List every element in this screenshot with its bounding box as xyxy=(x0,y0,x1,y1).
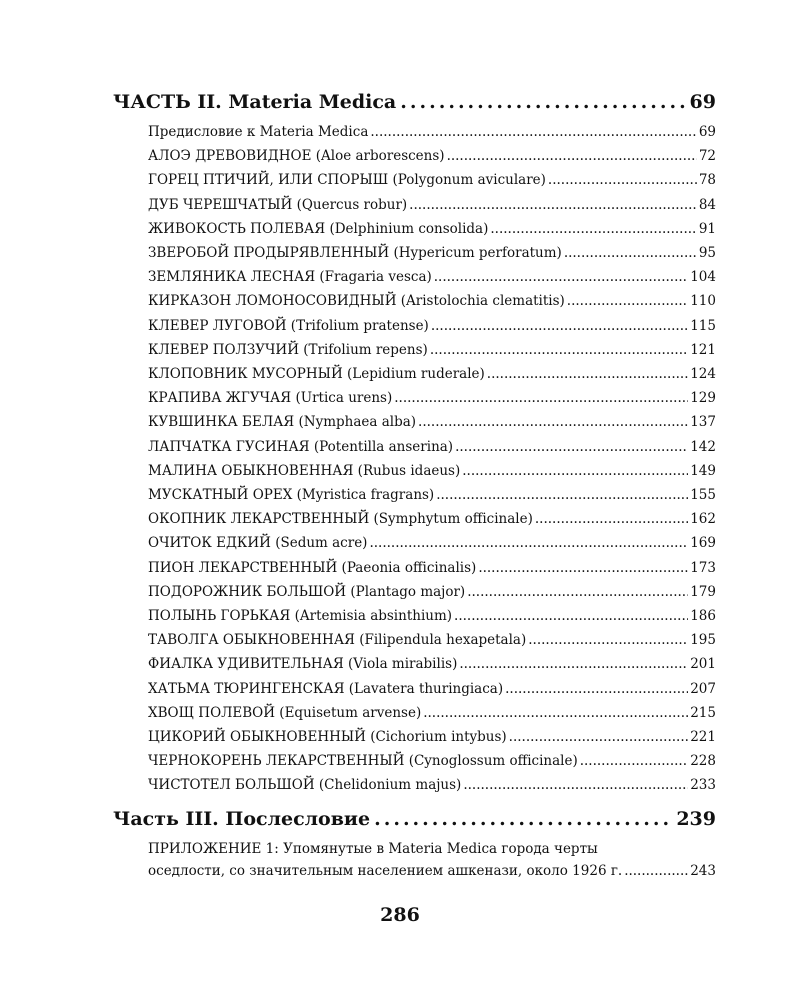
entry-title: ЗВЕРОБОЙ ПРОДЫРЯВЛЕННЫЙ (Hypericum perforatum) xyxy=(148,245,562,261)
toc-entry[interactable] xyxy=(148,487,716,503)
entry-page: 110 xyxy=(690,293,716,310)
entry-title: КРАПИВА ЖГУЧАЯ (Urtica urens) xyxy=(148,390,393,407)
toc-entry[interactable] xyxy=(148,269,716,285)
entry-page: 91 xyxy=(698,220,716,237)
entry-title: ФИАЛКА УДИВИТЕЛЬНАЯ (Viola mirabilis) xyxy=(148,656,458,673)
toc-entry[interactable] xyxy=(148,293,716,309)
appendix-title-line-2: оседлости, со значительным населением ашкенази, около 1926 г. xyxy=(148,863,623,879)
dot-leader xyxy=(434,269,688,285)
toc-entry[interactable] xyxy=(148,632,716,648)
entry-page: 215 xyxy=(690,704,716,721)
appendix-title-line-1: ПРИЛОЖЕНИЕ 1: Упомянутые в Materia Medica города черты xyxy=(148,841,598,857)
entry-title: МАЛИНА ОБЫКНОВЕННАЯ (Rubus idaeus) xyxy=(148,462,461,479)
toc-part-3[interactable] xyxy=(113,808,716,830)
toc-entry[interactable] xyxy=(148,777,716,793)
entry-title: ЧИСТОТЕЛ БОЛЬШОЙ (Chelidonium majus) xyxy=(148,777,462,794)
dot-leader xyxy=(369,535,688,551)
entry-title: ХВОЩ ПОЛЕВОЙ (Equisetum arvense) xyxy=(148,704,422,721)
entry-title: ДУБ ЧЕРЕШЧАТЫЙ (Quercus robur) xyxy=(148,196,408,213)
toc-entry[interactable] xyxy=(148,197,716,213)
dot-leader xyxy=(430,342,688,358)
entry-title: КЛЕВЕР ПОЛЗУЧИЙ (Trifolium repens) xyxy=(148,341,428,358)
dot-leader xyxy=(528,632,688,648)
entry-page: 155 xyxy=(690,487,716,503)
entry-title: ТАВОЛГА ОБЫКНОВЕННАЯ (Filipendula hexapetala) xyxy=(148,632,527,649)
entry-page: 84 xyxy=(698,196,716,213)
dot-leader xyxy=(624,860,688,882)
entry-page: 78 xyxy=(698,172,716,189)
entry-page: 179 xyxy=(690,583,716,600)
dot-leader xyxy=(463,777,688,793)
toc-entry[interactable] xyxy=(148,656,716,672)
toc-entry[interactable] xyxy=(148,608,716,624)
dot-leader xyxy=(447,148,697,164)
entry-page: 129 xyxy=(690,390,716,407)
dot-leader xyxy=(459,656,688,672)
toc-entry[interactable] xyxy=(148,535,716,551)
part-title: Часть III. Послесловие xyxy=(113,808,371,830)
entry-page: 195 xyxy=(690,632,716,649)
dot-leader xyxy=(478,560,688,576)
entry-title: МУСКАТНЫЙ ОРЕХ (Myristica fragrans) xyxy=(148,487,435,503)
entry-page: 149 xyxy=(690,462,716,479)
entry-page: 115 xyxy=(690,317,716,334)
dot-leader xyxy=(487,366,688,382)
entry-page: 207 xyxy=(690,680,716,697)
dot-leader xyxy=(423,705,688,721)
entry-title: ГОРЕЦ ПТИЧИЙ, ИЛИ СПОРЫШ (Polygonum aviculare) xyxy=(148,172,546,189)
toc-entry[interactable] xyxy=(148,463,716,479)
part-title: ЧАСТЬ II. Materia Medica xyxy=(113,91,397,113)
entry-title: ПОЛЫНЬ ГОРЬКАЯ (Artemisia absinthium) xyxy=(148,608,453,624)
entry-title: ЦИКОРИЙ ОБЫКНОВЕННЫЙ (Cichorium intybus) xyxy=(148,729,507,745)
entry-title: ПИОН ЛЕКАРСТВЕННЫЙ (Paeonia officinalis) xyxy=(148,559,477,576)
entry-title: ЗЕМЛЯНИКА ЛЕСНАЯ (Fragaria vesca) xyxy=(148,269,432,286)
dot-leader xyxy=(394,390,688,406)
entry-title: ОКОПНИК ЛЕКАРСТВЕННЫЙ (Symphytum officinale) xyxy=(148,511,533,528)
entry-page: 124 xyxy=(690,366,716,382)
toc-entry[interactable] xyxy=(148,124,716,140)
toc-entry[interactable] xyxy=(148,753,716,769)
toc-entry[interactable] xyxy=(148,729,716,745)
dot-leader xyxy=(490,221,696,237)
dot-leader xyxy=(431,318,688,334)
dot-leader xyxy=(467,584,688,600)
entry-page: 173 xyxy=(690,559,716,576)
entry-title: ЖИВОКОСТЬ ПОЛЕВАЯ (Delphinium consolida) xyxy=(148,220,489,237)
toc-entry[interactable] xyxy=(148,221,716,237)
dot-leader xyxy=(567,293,688,309)
dot-leader xyxy=(454,608,688,624)
entry-page: 169 xyxy=(690,535,716,552)
entry-title: ОЧИТОК ЕДКИЙ (Sedum acre) xyxy=(148,535,368,552)
entry-page: 95 xyxy=(698,245,716,261)
dot-leader xyxy=(418,414,688,430)
toc-entry[interactable] xyxy=(148,414,716,430)
toc-entry[interactable] xyxy=(148,245,716,261)
dot-leader xyxy=(548,172,697,188)
dot-leader xyxy=(409,197,697,213)
entry-page: 137 xyxy=(690,414,716,431)
entry-title: АЛОЭ ДРЕВОВИДНОЕ (Aloe arborescens) xyxy=(148,148,445,165)
entry-page: 221 xyxy=(690,729,716,745)
toc-entry[interactable] xyxy=(148,318,716,334)
toc-entry[interactable] xyxy=(148,148,716,164)
toc-entry[interactable] xyxy=(148,560,716,576)
toc-entry[interactable] xyxy=(148,390,716,406)
entry-page: 162 xyxy=(690,511,716,528)
entry-page: 69 xyxy=(698,124,716,140)
page-number: 286 xyxy=(380,904,420,926)
dot-leader xyxy=(564,245,697,261)
entry-title: ЛАПЧАТКА ГУСИНАЯ (Potentilla anserina) xyxy=(148,438,454,455)
entry-page: 142 xyxy=(690,438,716,455)
toc-entry[interactable] xyxy=(148,439,716,455)
entry-title: КУВШИНКА БЕЛАЯ (Nymphaea alba) xyxy=(148,414,417,431)
dot-leader xyxy=(462,463,688,479)
toc-entry[interactable] xyxy=(148,172,716,188)
entry-page: 121 xyxy=(690,341,716,358)
entry-title: КЛОПОВНИК МУСОРНЫЙ (Lepidium ruderale) xyxy=(148,366,485,382)
entry-title: КЛЕВЕР ЛУГОВОЙ (Trifolium pratense) xyxy=(148,317,429,334)
toc-entry[interactable] xyxy=(148,511,716,527)
entry-page: 233 xyxy=(690,777,716,794)
dot-leader xyxy=(455,439,688,455)
entry-page: 72 xyxy=(698,148,716,165)
entry-page: 104 xyxy=(690,269,716,286)
entry-title: ЧЕРНОКОРЕНЬ ЛЕКАРСТВЕННЫЙ (Cynoglossum officinale) xyxy=(148,753,578,770)
appendix-page: 243 xyxy=(690,863,716,879)
dot-leader xyxy=(535,511,688,527)
toc-entry[interactable] xyxy=(148,705,716,721)
dot-leader xyxy=(400,91,685,113)
entry-page: 201 xyxy=(690,656,716,673)
toc-entry[interactable] xyxy=(148,681,716,697)
dot-leader xyxy=(374,808,672,830)
entry-title: ХАТЬМА ТЮРИНГЕНСКАЯ (Lavatera thuringiaca) xyxy=(148,680,504,697)
part-page: 69 xyxy=(689,91,716,113)
entry-title: КИРКАЗОН ЛОМОНОСОВИДНЫЙ (Aristolochia clematitis) xyxy=(148,293,565,310)
dot-leader xyxy=(580,753,689,769)
toc-entry[interactable] xyxy=(148,342,716,358)
entry-title: Предисловие к Materia Medica xyxy=(148,124,369,140)
entry-page: 228 xyxy=(690,753,716,770)
toc-entry[interactable] xyxy=(148,366,716,382)
toc-appendix[interactable] xyxy=(148,838,716,882)
toc-entry[interactable] xyxy=(148,584,716,600)
dot-leader xyxy=(370,124,696,140)
dot-leader xyxy=(509,729,689,745)
entry-page: 186 xyxy=(690,608,716,624)
entry-title: ПОДОРОЖНИК БОЛЬШОЙ (Plantago major) xyxy=(148,583,466,600)
dot-leader xyxy=(505,681,688,697)
toc-part-2[interactable] xyxy=(113,91,716,113)
dot-leader xyxy=(436,487,688,503)
part-page: 239 xyxy=(676,808,716,830)
